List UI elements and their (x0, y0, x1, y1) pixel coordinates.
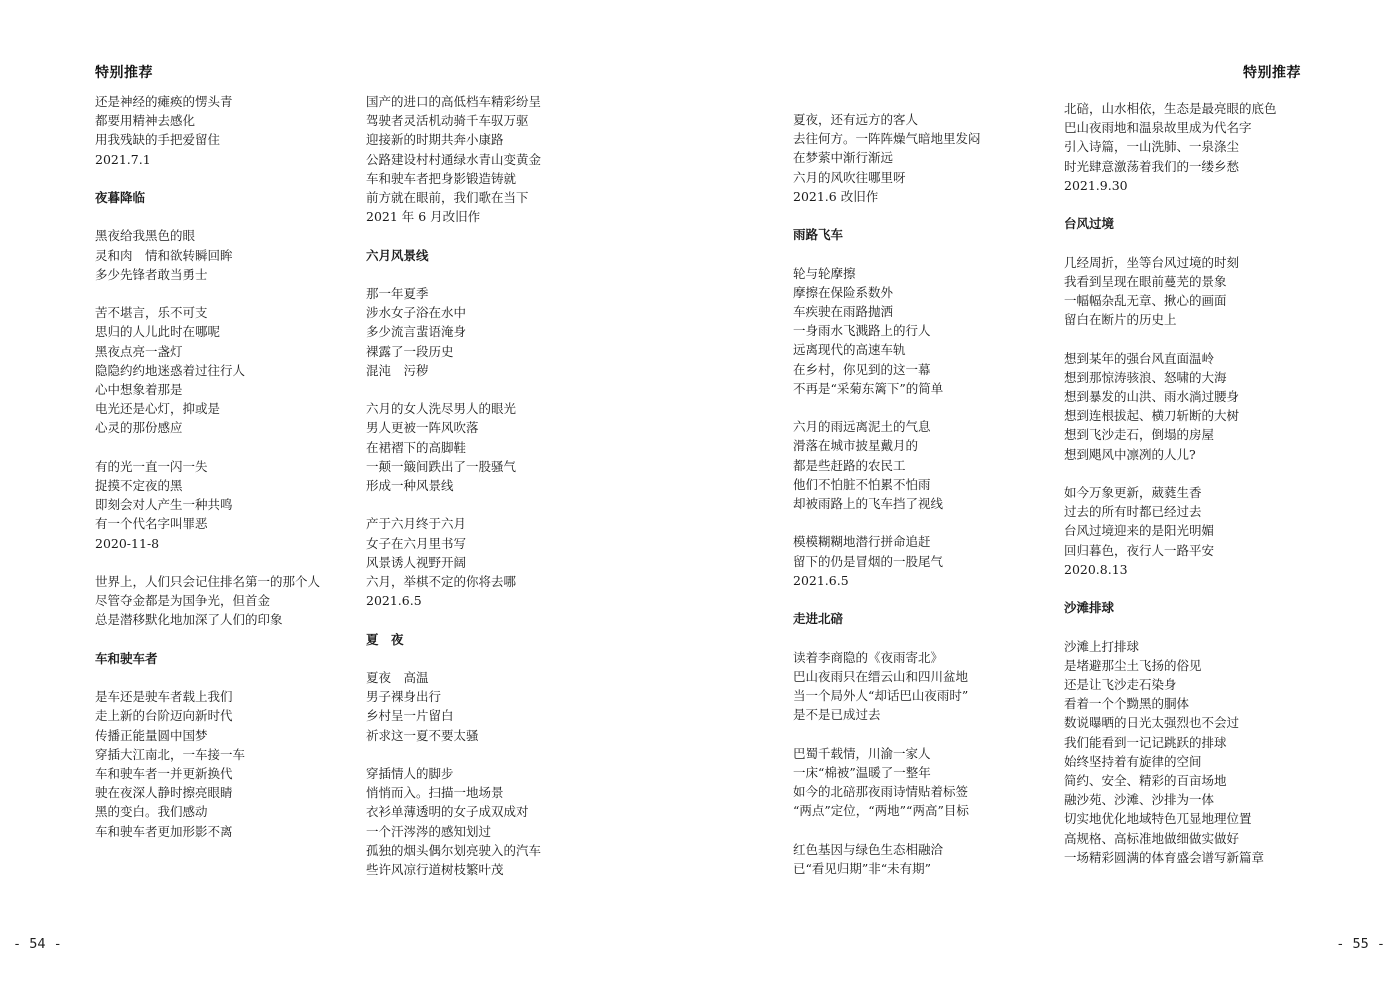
poem-line: 车疾驶在雨路抛洒 (793, 303, 894, 319)
poem-line: 简约、安全、精彩的百亩场地 (1064, 772, 1227, 788)
poem-line: 在裙褶下的高脚鞋 (366, 439, 467, 455)
poem-line: 男人更被一阵风吹落 (366, 420, 479, 436)
spacer (793, 206, 1043, 225)
poem-line: 即刻会对人产生一种共鸣 (95, 497, 233, 513)
poem-line: 是车还是驶车者载上我们 (95, 689, 233, 705)
poem-line: 尽管夺金都是为国争光，但首金 (95, 593, 271, 609)
poem-line: 黑的变白。我们感动 (95, 804, 208, 820)
poem-line: 夏夜，还有远方的客人 (793, 112, 919, 127)
spacer (95, 668, 345, 687)
poem-line: 那一年夏季 (366, 285, 429, 301)
poem-line: 2021.6.5 (366, 593, 422, 609)
poem-line: 电光还是心灯，抑或是 (95, 401, 221, 417)
poem-line: 黑夜点亮一盏灯 (95, 343, 183, 359)
poem-title: 六月风景线 (366, 247, 429, 263)
poem-line: 2021.6.5 (793, 572, 849, 588)
poem-line: 留白在断片的历史上 (1064, 312, 1177, 328)
poem-line: 在乡村，你见到的这一幕 (793, 361, 931, 377)
poem-line: 模模糊糊地潜行拼命追赶 (793, 534, 931, 550)
spacer (95, 207, 345, 226)
poem-line: 如今的北碚那夜雨诗情贴着标签 (793, 783, 969, 799)
poem-line: 衣衫单薄透明的女子成双成对 (366, 804, 529, 820)
poem-line: 一幅幅杂乱无章、揪心的画面 (1064, 292, 1227, 308)
poem-line: 祈求这一夏不要太骚 (366, 727, 479, 743)
poem-line: 车和驶车者把身影锻造铸就 (366, 170, 517, 186)
poem-line: 想到某年的强台风直面温岭 (1064, 350, 1215, 366)
spacer (793, 513, 1043, 532)
poem-line: 2021 年 6 月改旧作 (366, 209, 481, 225)
poem-line: 他们不怕脏不怕累不怕雨 (793, 476, 931, 492)
poem-line: 隐隐约约地迷惑着过往行人 (95, 362, 246, 378)
poem-line: 一场精彩圆满的体育盛会谱写新篇章 (1064, 849, 1265, 865)
poem-line: 六月的风吹往哪里呀 (793, 169, 906, 185)
poem-line: 女子在六月里书写 (366, 535, 467, 551)
text-column-right-2 (1064, 99, 1309, 867)
spacer (1064, 233, 1309, 252)
poem-line: 2020.8.13 (1064, 561, 1128, 577)
poem-line: 混沌 污秽 (366, 362, 429, 378)
poem-line: 2020-11-8 (95, 535, 160, 551)
poem-line: 想到暴发的山洪、雨水淌过腰身 (1064, 388, 1240, 404)
poem-line: 一颠一簸间跌出了一股骚气 (366, 458, 517, 474)
poem-line: “两点”定位，“两地”“两高”目标 (793, 803, 969, 819)
poem-line: 悄悄而入。扫描一地场景 (366, 785, 504, 801)
poem-line: 是堵避那尘土飞扬的俗见 (1064, 657, 1202, 673)
poem-line: 心灵的那份感应 (95, 420, 183, 436)
spacer (95, 284, 345, 303)
spacer (95, 438, 345, 457)
poem-line: 一个汗涔涔的感知划过 (366, 823, 492, 839)
poem-line: 车和驶车者一并更新换代 (95, 765, 233, 781)
poem-line: 驾驶者灵活机动骑千车驭万驱 (366, 113, 529, 129)
spacer (95, 169, 345, 188)
poem-line: 时光肆意激荡着我们的一缕乡愁 (1064, 158, 1240, 174)
poem-title: 车和驶车者 (95, 650, 158, 666)
poem-line: 国产的进口的高低档车精彩纷呈 (366, 94, 542, 109)
poem-line: 想到飓风中凛冽的人儿? (1064, 446, 1196, 462)
poem-line: 六月，举棋不定的你将去哪 (366, 574, 517, 589)
poem-title: 台风过境 (1064, 216, 1115, 232)
spacer (366, 495, 571, 514)
poem-line: 巴山夜雨地和温泉故里成为代名字 (1064, 120, 1252, 136)
poem-line: 2021.6 改旧作 (793, 188, 879, 204)
poem-line: 总是潜移默化地加深了人们的印象 (95, 612, 283, 628)
poem-line: 北碚，山水相依，生态是最亮眼的底色 (1064, 101, 1277, 116)
poem-line: 当一个局外人“却话巴山夜雨时” (793, 687, 969, 703)
text-column-right-1 (793, 110, 1043, 878)
text-column-left-2 (366, 92, 571, 879)
poem-line: 有一个代名字叫罪恶 (95, 516, 208, 532)
poem-line: 切实地优化地域特色兀显地理位置 (1064, 811, 1252, 827)
poem-line: 高规格、高标准地做细做实做好 (1064, 830, 1240, 846)
spacer (366, 610, 571, 629)
poem-line: 思归的人儿此时在哪呢 (95, 324, 221, 340)
poem-line: 苦不堪言，乐不可支 (95, 305, 208, 321)
section-label: 特别推荐 (1243, 65, 1301, 81)
poem-line: 夏夜 高温 (366, 669, 429, 685)
poem-line: 都要用精神去感化 (95, 113, 196, 129)
poem-line: 六月的雨远离泥土的气息 (793, 419, 931, 435)
poem-line: 却被雨路上的飞车挡了视线 (793, 496, 944, 511)
poem-line: 想到那惊涛骇浪、怒啸的大海 (1064, 369, 1227, 385)
poem-line: 形成一种风景线 (366, 478, 454, 493)
poem-title: 沙滩排球 (1064, 600, 1115, 616)
section-label: 特别推荐 (95, 65, 153, 81)
poem-line: 产于六月终于六月 (366, 516, 467, 532)
poem-title: 夜暮降临 (95, 190, 146, 205)
spacer (1064, 617, 1309, 636)
poem-line: 多少流言蜚语淹身 (366, 324, 467, 340)
poem-line: 留下的仍是冒烟的一股尾气 (793, 553, 944, 569)
spacer (95, 553, 345, 572)
spacer (1064, 579, 1309, 598)
poem-line: 巴蜀千载情，川渝一家人 (793, 745, 931, 761)
poem-line: 远离现代的高速车轨 (793, 342, 906, 358)
poem-title: 走进北碚 (793, 611, 844, 627)
poem-line: 已“看见归期”非“未有期” (793, 860, 932, 876)
spacer (366, 265, 571, 284)
poem-line: 回归暮色，夜行人一路平安 (1064, 542, 1215, 558)
spacer (793, 244, 1043, 263)
poem-line: 想到连根拔起、横刀斩断的大树 (1064, 408, 1240, 424)
poem-line: 公路建设村村通绿水青山变黄金 (366, 151, 542, 167)
poem-line: 红色基因与绿色生态相融洽 (793, 841, 944, 857)
poem-line: 去往何方。一阵阵燥气暗地里发闷 (793, 131, 981, 147)
spacer (95, 630, 345, 649)
poem-line: 还是神经的瘫痪的愣头青 (95, 94, 233, 109)
poem-line: 穿插情人的脚步 (366, 765, 454, 781)
poem-line: 引入诗篇，一山洗肺、一泉涤尘 (1064, 139, 1240, 155)
poem-line: 迎接新的时期共奔小康路 (366, 132, 504, 148)
poem-line: 轮与轮摩擦 (793, 265, 856, 281)
poem-line: 是不是已成过去 (793, 707, 881, 723)
poem-line: 巴山夜雨只在缙云山和四川盆地 (793, 668, 969, 684)
poem-line: 风景诱人视野开阔 (366, 554, 467, 570)
poem-line: 一床“棉被”温暖了一整年 (793, 764, 931, 780)
poem-line: 孤独的烟头偶尔划亮驶入的汽车 (366, 842, 542, 858)
poem-line: 台风过境迎来的是阳光明媚 (1064, 523, 1215, 539)
poem-line: 如今万象更新，葳蕤生香 (1064, 484, 1202, 500)
poem-line: 沙滩上打排球 (1064, 638, 1140, 654)
poem-line: 看着一个个黝黑的胴体 (1064, 696, 1190, 712)
poem-line: 我们能看到一记记跳跃的排球 (1064, 734, 1227, 750)
spacer (793, 628, 1043, 647)
spacer (1064, 464, 1309, 483)
poem-line: 用我残缺的手把爱留住 (95, 132, 221, 148)
poem-line: 都是些赶路的农民工 (793, 457, 906, 473)
spacer (366, 226, 571, 245)
poem-line: 有的光一直一闪一失 (95, 458, 208, 474)
poem-line: 男子裸身出行 (366, 689, 442, 705)
page-number: - 54 - (13, 936, 62, 952)
poem-line: 数说曝晒的日光太强烈也不会过 (1064, 715, 1240, 731)
spacer (793, 724, 1043, 743)
poem-line: 灵和肉 情和欲转瞬回眸 (95, 247, 233, 263)
poem-line: 过去的所有时都已经过去 (1064, 504, 1202, 520)
poem-line: 六月的女人洗尽男人的眼光 (366, 401, 517, 417)
spacer (793, 590, 1043, 609)
poem-line: 不再是“采菊东篱下”的简单 (793, 380, 944, 396)
poem-line: 裸露了一段历史 (366, 343, 454, 359)
poem-line: 2021.9.30 (1064, 177, 1128, 193)
poem-line: 走上新的台阶迈向新时代 (95, 708, 233, 724)
spacer (366, 380, 571, 399)
poem-title: 雨路飞车 (793, 227, 844, 243)
spacer (1064, 195, 1309, 214)
poem-line: 驶在夜深人静时擦亮眼睛 (95, 785, 233, 801)
text-column-left-1 (95, 92, 345, 841)
spacer (793, 398, 1043, 417)
poem-line: 摩擦在保险系数外 (793, 284, 894, 300)
poem-line: 始终坚持着有旋律的空间 (1064, 753, 1202, 769)
spacer (366, 745, 571, 764)
poem-line: 乡村呈一片留白 (366, 708, 454, 724)
poem-line: 世界上，人们只会记住排名第一的那个人 (95, 573, 321, 589)
poem-line: 想到飞沙走石，倒塌的房屋 (1064, 427, 1215, 443)
poem-line: 黑夜给我黑色的眼 (95, 228, 196, 244)
poem-line: 几经周折，坐等台风过境的时刻 (1064, 254, 1240, 270)
page-number: - 55 - (1336, 936, 1385, 952)
poem-line: 读着李商隐的《夜雨寄北》 (793, 649, 944, 665)
poem-line: 前方就在眼前，我们歌在当下 (366, 190, 529, 206)
right-page (699, 0, 1398, 982)
poem-line: 我看到呈现在眼前蔓芜的景象 (1064, 273, 1227, 289)
poem-line: 一身雨水飞溅路上的行人 (793, 323, 931, 339)
poem-line: 多少先锋者敢当勇士 (95, 266, 208, 282)
poem-line: 些许风凉行道树枝繁叶茂 (366, 861, 504, 877)
poem-line: 涉水女子浴在水中 (366, 305, 467, 321)
poem-line: 心中想象着那是 (95, 381, 183, 397)
spacer (793, 820, 1043, 839)
poem-line: 滑落在城市披星戴月的 (793, 438, 919, 454)
poem-line: 还是让飞沙走石染身 (1064, 676, 1177, 692)
poem-line: 穿插大江南北，一车接一车 (95, 746, 246, 762)
poem-title: 夏 夜 (366, 631, 404, 647)
poem-line: 2021.7.1 (95, 151, 151, 167)
poem-line: 传播正能量圆中国梦 (95, 727, 208, 743)
poem-line: 捉摸不定夜的黑 (95, 477, 183, 493)
spacer (366, 649, 571, 668)
poem-line: 车和驶车者更加形影不离 (95, 823, 233, 839)
spacer (1064, 329, 1309, 348)
poem-line: 融沙苑、沙滩、沙排为一体 (1064, 792, 1215, 808)
poem-line: 在梦萦中渐行渐远 (793, 150, 894, 166)
